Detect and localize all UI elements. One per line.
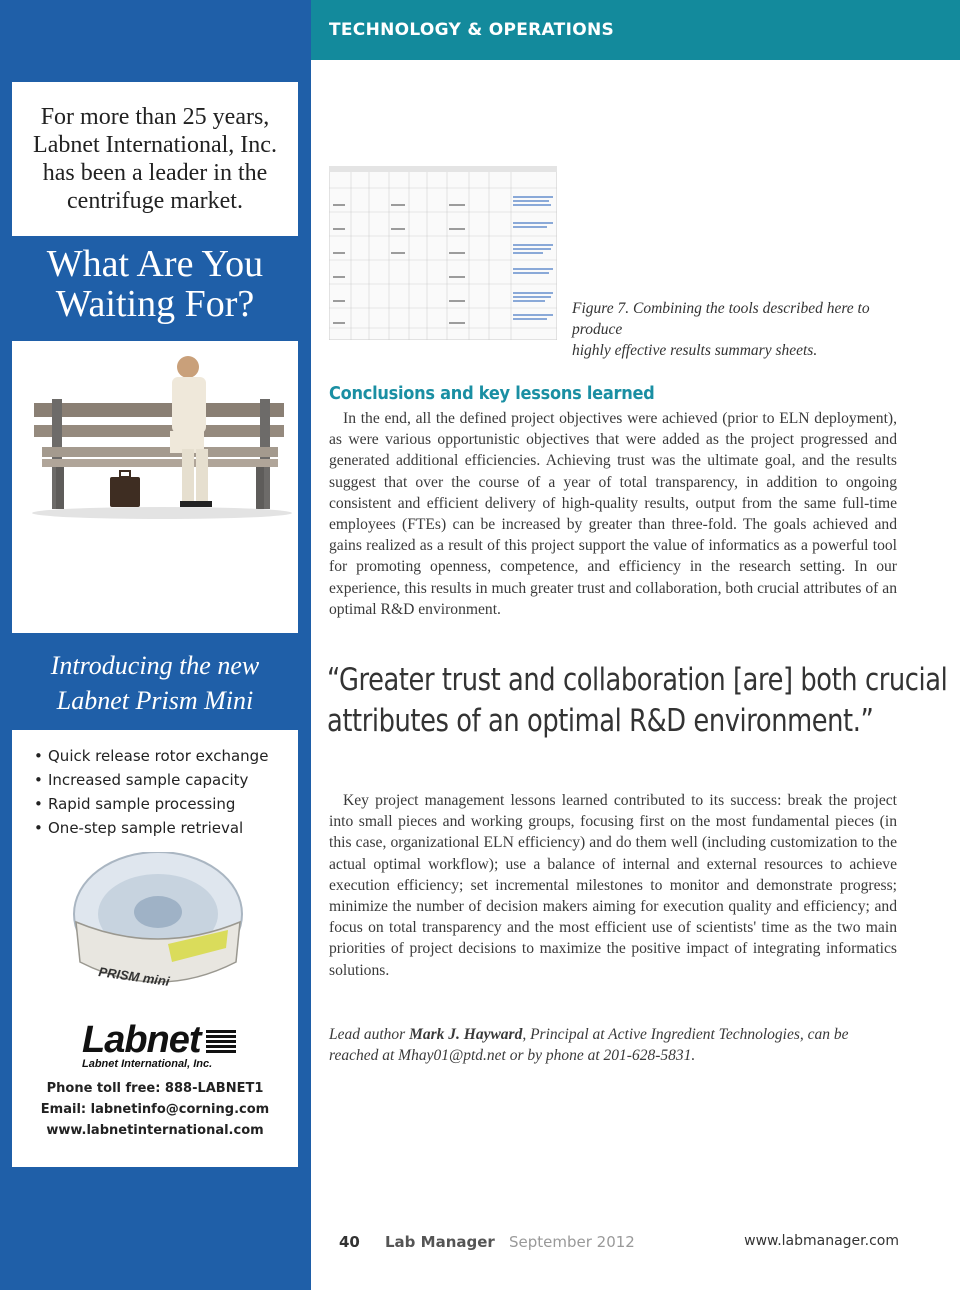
ad-intro-box xyxy=(12,82,298,236)
ad-intro-text xyxy=(33,103,277,215)
author-note-contact: , Principal at Active Ingredient Technologies, can be reached at Mhay01@ptd.net or by phone at 201-628-5831. xyxy=(329,1026,849,1064)
body-paragraph-conclusions: In the end, all the defined project objectives were achieved (prior to ELN deployment), as were various opportunistic objectives that were added as the project progressed and generated additional efficiencies. Achieving trust was the ultimate goal, and the results suggest that over the course of a year of total transparency, in addition to ongoing consistent and efficient delivery of high-quality results, output from the same full-time employees (FTEs) can be increased by greater than three-fold. The goals achieved and gains realized as a result of this project support the value of informatics as a powerful tool for promoting openness, competence, and efficiency in the research setting. In our experience, this results in much greater trust and collaboration, both crucial attributes of an optimal R&D environment. xyxy=(329,410,897,618)
centrifuge-device-image xyxy=(68,852,248,1002)
pull-quote-line: “Greater trust and collaboration [are] both crucial xyxy=(327,662,948,698)
logo-stripes-icon xyxy=(206,1030,236,1055)
ad-feature-list xyxy=(48,744,268,840)
ad-contact-info xyxy=(12,1078,298,1141)
ad-intro-line: Labnet International, Inc. xyxy=(33,132,277,158)
figure-caption xyxy=(572,298,912,361)
figure-caption-line: Figure 7. Combining the tools described here to produce xyxy=(572,300,870,338)
ad-phone: Phone toll free: 888-LABNET1 xyxy=(46,1081,264,1096)
ad-intro-line: centrifuge market. xyxy=(67,188,243,214)
publication-url: www.labmanager.com xyxy=(744,1233,899,1249)
ad-product-intro-line: Introducing the new xyxy=(50,651,260,680)
ad-headline xyxy=(12,244,298,324)
device-label: PRISM mini xyxy=(97,964,171,989)
page-number: 40 xyxy=(339,1233,360,1251)
ad-feature-item: • Quick release rotor exchange xyxy=(48,744,268,768)
ad-product-box xyxy=(12,730,298,1167)
section-label: TECHNOLOGY & OPERATIONS xyxy=(329,20,615,40)
labnet-logo xyxy=(82,1019,252,1070)
ad-photo-panel xyxy=(12,341,298,633)
pull-quote xyxy=(327,660,948,742)
ad-product-intro-line: Labnet Prism Mini xyxy=(56,686,254,715)
ad-feature-item: • One-step sample retrieval xyxy=(48,816,268,840)
bench-photo-image xyxy=(12,341,298,551)
logo-wordmark: Labnet xyxy=(82,1019,201,1061)
section-header-band xyxy=(311,0,960,60)
results-summary-sheet-image xyxy=(329,166,557,340)
publication-name: Lab Manager xyxy=(385,1233,495,1251)
figure-caption-line: highly effective results summary sheets. xyxy=(572,342,818,359)
ad-website: www.labnetinternational.com xyxy=(46,1123,264,1138)
logo-subtitle: Labnet International, Inc. xyxy=(82,1058,213,1070)
author-note-prefix: Lead author xyxy=(329,1026,410,1043)
author-note xyxy=(329,1024,899,1066)
ad-intro-line: has been a leader in the xyxy=(42,160,268,186)
ad-email: Email: labnetinfo@corning.com xyxy=(40,1102,270,1117)
ad-product-intro xyxy=(12,648,298,718)
issue-date: September 2012 xyxy=(509,1233,635,1251)
ad-feature-item: • Rapid sample processing xyxy=(48,792,268,816)
body-paragraph-lessons: Key project management lessons learned contributed to its success: break the project into small pieces and working groups, focusing first on the most fundamental pieces (in this case, organizational ELN efficiency) and do them well (including customization to the actual optimal workflow); use a balance of internal and external resources to achieve execution efficiency; set incremental milestones to monitor and demonstrate progress; minimize the number of decision makers aiming for execution quality and efficiency; and focus on total transparency and the most efficient use of scientists' time as the two main priorities of project decisions to maximize the positive impact of integrating informatics solutions. xyxy=(329,792,897,979)
page-footer xyxy=(339,1233,899,1257)
ad-headline-line: Waiting For? xyxy=(55,283,255,325)
ad-intro-line: For more than 25 years, xyxy=(40,104,270,130)
pull-quote-line: attributes of an optimal R&D environment.” xyxy=(327,703,874,739)
labnet-advertisement xyxy=(0,0,311,1290)
ad-headline-line: What Are You xyxy=(46,243,264,285)
author-name: Mark J. Hayward xyxy=(409,1026,523,1043)
section-heading: Conclusions and key lessons learned xyxy=(329,383,655,404)
ad-feature-item: • Increased sample capacity xyxy=(48,768,268,792)
